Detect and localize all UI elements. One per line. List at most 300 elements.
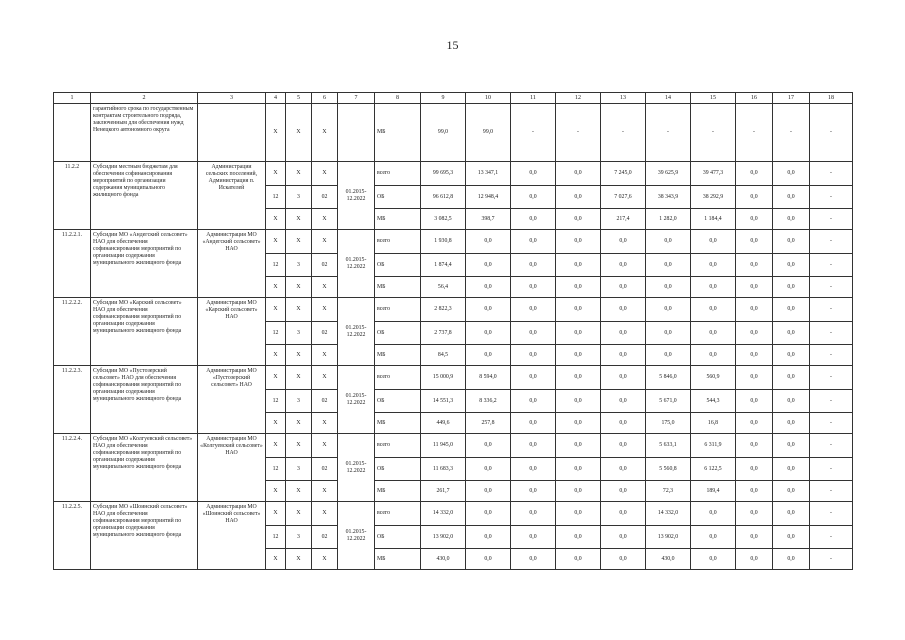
amount-cell: 0,0 <box>773 186 810 209</box>
amount-cell: 6 311,9 <box>691 434 736 458</box>
amount-cell: 1 874,4 <box>421 254 466 277</box>
col-header: 6 <box>312 93 338 104</box>
col-header: 7 <box>338 93 375 104</box>
amount-cell: 1 184,4 <box>691 209 736 230</box>
amount-cell: 0,0 <box>773 481 810 502</box>
amount-cell: 14 551,3 <box>421 390 466 413</box>
amount-cell: 0,0 <box>736 345 773 366</box>
amount-cell: 0,0 <box>736 277 773 298</box>
amount-cell: 0,0 <box>773 345 810 366</box>
amount-cell: 0,0 <box>736 549 773 570</box>
amount-cell: 1 282,0 <box>646 209 691 230</box>
amount-cell: 13 902,0 <box>646 526 691 549</box>
amount-cell: 0,0 <box>556 345 601 366</box>
budget-code: Х <box>312 502 338 526</box>
row-code: 11.2.2.4. <box>54 434 91 502</box>
amount-cell: - <box>810 322 853 345</box>
amount-cell: 0,0 <box>601 481 646 502</box>
period: 01.2015-12.2022 <box>338 230 375 298</box>
amount-cell: 0,0 <box>556 298 601 322</box>
event-name: Субсидии МО «Андегский сельсовет» НАО для обеспечения софинансирования мероприятий по организации содержания муниципального жилищного фонда <box>91 230 198 298</box>
budget-code: Х <box>266 366 286 390</box>
amount-cell: 0,0 <box>691 254 736 277</box>
group-row <box>54 230 853 254</box>
budget-code: 3 <box>286 526 312 549</box>
amount-cell: 0,0 <box>466 481 511 502</box>
amount-cell: 0,0 <box>736 413 773 434</box>
program-funding-table <box>53 92 853 570</box>
amount-cell: 0,0 <box>736 162 773 186</box>
amount-cell: 0,0 <box>646 254 691 277</box>
amount-cell: 0,0 <box>691 277 736 298</box>
continued-row <box>54 104 853 162</box>
budget-code: 02 <box>312 458 338 481</box>
amount-cell: 0,0 <box>511 186 556 209</box>
funding-source: всего <box>375 434 421 458</box>
amount-cell: 0,0 <box>601 230 646 254</box>
page-number: 15 <box>446 38 459 52</box>
amount-cell: 7 027,6 <box>601 186 646 209</box>
amount-cell: 0,0 <box>556 366 601 390</box>
amount-cell: 0,0 <box>556 390 601 413</box>
funding-source: ОБ <box>375 458 421 481</box>
period: 01.2015-12.2022 <box>338 434 375 502</box>
amount-cell: 0,0 <box>466 277 511 298</box>
amount-cell: 0,0 <box>736 254 773 277</box>
event-name: Субсидии местным бюджетам для обеспечения софинансирования мероприятий по организации содержания муниципального жилищного фонда <box>91 162 198 230</box>
col-header: 5 <box>286 93 312 104</box>
column-number-row <box>54 93 853 104</box>
col-header: 13 <box>601 93 646 104</box>
amount-cell: 0,0 <box>773 413 810 434</box>
amount-cell: 8 594,0 <box>466 366 511 390</box>
budget-code: 02 <box>312 254 338 277</box>
amount-cell: 0,0 <box>556 526 601 549</box>
amount-cell: 0,0 <box>556 413 601 434</box>
row-code: 11.2.2 <box>54 162 91 230</box>
amount-cell: 5 560,8 <box>646 458 691 481</box>
funding-source: МБ <box>375 104 421 162</box>
amount-cell: - <box>810 390 853 413</box>
amount-cell: 0,0 <box>773 209 810 230</box>
amount-cell: 0,0 <box>736 322 773 345</box>
amount-cell: 0,0 <box>601 277 646 298</box>
funding-source: МБ <box>375 345 421 366</box>
amount-cell: 0,0 <box>511 230 556 254</box>
executor: Администрация МО «Колгуевский сельсовет» НАО <box>198 434 266 502</box>
amount-cell: 39 625,9 <box>646 162 691 186</box>
amount-cell: 0,0 <box>511 277 556 298</box>
amount-cell: - <box>810 345 853 366</box>
amount-cell: 430,0 <box>421 549 466 570</box>
amount-cell: 15 000,9 <box>421 366 466 390</box>
amount-cell: 0,0 <box>773 366 810 390</box>
amount-cell: 0,0 <box>556 502 601 526</box>
amount-cell: 0,0 <box>736 209 773 230</box>
period-cell <box>338 104 375 162</box>
amount-cell: 0,0 <box>736 458 773 481</box>
budget-code: 3 <box>286 390 312 413</box>
amount-cell: 0,0 <box>691 322 736 345</box>
amount-cell: 0,0 <box>646 322 691 345</box>
budget-code: 3 <box>286 322 312 345</box>
amount-cell: - <box>810 209 853 230</box>
budget-code: Х <box>266 413 286 434</box>
amount-cell: 398,7 <box>466 209 511 230</box>
col-header: 18 <box>810 93 853 104</box>
amount-cell: 0,0 <box>556 277 601 298</box>
budget-code: Х <box>312 481 338 502</box>
amount-cell: 5 671,0 <box>646 390 691 413</box>
event-name: Субсидии МО «Шоинский сельсовет» НАО для обеспечения софинансирования мероприятий по организации содержания муниципального жилищного фонда <box>91 502 198 570</box>
amount-cell: 261,7 <box>421 481 466 502</box>
executor: Администрация МО «Карский сельсовет» НАО <box>198 298 266 366</box>
amount-cell: 84,5 <box>421 345 466 366</box>
amount-cell: 2 737,8 <box>421 322 466 345</box>
amount-cell: 0,0 <box>511 458 556 481</box>
group-row <box>54 298 853 322</box>
budget-code: Х <box>266 502 286 526</box>
budget-code: Х <box>312 162 338 186</box>
amount-cell: 0,0 <box>511 481 556 502</box>
amount-cell: 0,0 <box>601 502 646 526</box>
amount-cell: 11 683,3 <box>421 458 466 481</box>
amount-cell: 0,0 <box>556 481 601 502</box>
budget-code: Х <box>312 366 338 390</box>
budget-code: 02 <box>312 186 338 209</box>
budget-code: Х <box>266 104 286 162</box>
amount-cell: 38 292,9 <box>691 186 736 209</box>
period: 01.2015-12.2022 <box>338 366 375 434</box>
amount-cell: 0,0 <box>773 254 810 277</box>
amount-cell: 0,0 <box>601 549 646 570</box>
amount-cell: 217,4 <box>601 209 646 230</box>
amount-cell: 6 122,5 <box>691 458 736 481</box>
amount-cell: 0,0 <box>511 345 556 366</box>
budget-code: 12 <box>266 322 286 345</box>
amount-cell: 0,0 <box>691 230 736 254</box>
amount-cell: 0,0 <box>691 345 736 366</box>
budget-code: Х <box>312 209 338 230</box>
funding-source: МБ <box>375 413 421 434</box>
amount-cell: - <box>810 104 853 162</box>
col-header: 12 <box>556 93 601 104</box>
amount-cell: 39 477,3 <box>691 162 736 186</box>
amount-cell: - <box>511 104 556 162</box>
budget-code: 3 <box>286 458 312 481</box>
period: 01.2015-12.2022 <box>338 162 375 230</box>
amount-cell: - <box>773 104 810 162</box>
amount-cell: 0,0 <box>466 502 511 526</box>
event-name: Субсидии МО «Карский сельсовет» НАО для обеспечения софинансирования мероприятий по организации содержания муниципального жилищного фонда <box>91 298 198 366</box>
budget-code: 02 <box>312 390 338 413</box>
col-header: 17 <box>773 93 810 104</box>
budget-code: 3 <box>286 186 312 209</box>
amount-cell: 14 332,0 <box>646 502 691 526</box>
row-code-cell <box>54 104 91 162</box>
amount-cell: 0,0 <box>601 413 646 434</box>
amount-cell: 0,0 <box>511 502 556 526</box>
amount-cell: 8 336,2 <box>466 390 511 413</box>
col-header: 1 <box>54 93 91 104</box>
amount-cell: 0,0 <box>601 434 646 458</box>
amount-cell: - <box>810 526 853 549</box>
amount-cell: - <box>556 104 601 162</box>
group-row <box>54 366 853 390</box>
amount-cell: 0,0 <box>556 209 601 230</box>
amount-cell: 0,0 <box>736 481 773 502</box>
amount-cell: 11 945,0 <box>421 434 466 458</box>
amount-cell: 0,0 <box>556 322 601 345</box>
period: 01.2015-12.2022 <box>338 502 375 570</box>
amount-cell: 0,0 <box>736 390 773 413</box>
amount-cell: - <box>810 254 853 277</box>
amount-cell: 0,0 <box>466 434 511 458</box>
amount-cell: 0,0 <box>773 458 810 481</box>
col-header: 10 <box>466 93 511 104</box>
executor: Администрация МО «Андегский сельсовет» НАО <box>198 230 266 298</box>
amount-cell: - <box>810 366 853 390</box>
amount-cell: 99 695,3 <box>421 162 466 186</box>
amount-cell: - <box>810 298 853 322</box>
amount-cell: 0,0 <box>466 345 511 366</box>
amount-cell: 13 902,0 <box>421 526 466 549</box>
event-name: Субсидии МО «Пустозерский сельсовет» НАО для обеспечения софинансирования мероприятий по организации содержания муниципального жилищного фонда <box>91 366 198 434</box>
budget-code: Х <box>286 502 312 526</box>
amount-cell: - <box>646 104 691 162</box>
event-name: Субсидии МО «Колгуевский сельсовет» НАО для обеспечения софинансирования мероприятий по организации содержания муниципального жилищного фонда <box>91 434 198 502</box>
amount-cell: 0,0 <box>736 526 773 549</box>
amount-cell: 0,0 <box>646 277 691 298</box>
amount-cell: - <box>810 162 853 186</box>
amount-cell: 0,0 <box>601 366 646 390</box>
amount-cell: 5 846,0 <box>646 366 691 390</box>
amount-cell: 0,0 <box>511 413 556 434</box>
col-header: 2 <box>91 93 198 104</box>
amount-cell: 7 245,0 <box>601 162 646 186</box>
budget-code: Х <box>312 345 338 366</box>
row-code: 11.2.2.2. <box>54 298 91 366</box>
amount-cell: 544,3 <box>691 390 736 413</box>
amount-cell: 0,0 <box>556 458 601 481</box>
amount-cell: 0,0 <box>556 549 601 570</box>
funding-source: МБ <box>375 209 421 230</box>
amount-cell: 0,0 <box>511 390 556 413</box>
budget-code: 12 <box>266 186 286 209</box>
budget-code: Х <box>286 481 312 502</box>
budget-code: Х <box>312 434 338 458</box>
amount-cell: - <box>810 549 853 570</box>
col-header: 14 <box>646 93 691 104</box>
amount-cell: 0,0 <box>556 230 601 254</box>
col-header: 3 <box>198 93 266 104</box>
amount-cell: 0,0 <box>691 526 736 549</box>
amount-cell: 0,0 <box>511 209 556 230</box>
funding-source: всего <box>375 298 421 322</box>
budget-code: Х <box>286 277 312 298</box>
amount-cell: 0,0 <box>736 366 773 390</box>
funding-source: ОБ <box>375 390 421 413</box>
funding-source: всего <box>375 502 421 526</box>
amount-cell: 0,0 <box>601 298 646 322</box>
budget-code: Х <box>312 104 338 162</box>
amount-cell: 0,0 <box>601 526 646 549</box>
amount-cell: 0,0 <box>646 230 691 254</box>
funding-source: ОБ <box>375 186 421 209</box>
budget-code: Х <box>312 413 338 434</box>
funding-source: ОБ <box>375 526 421 549</box>
amount-cell: 14 332,0 <box>421 502 466 526</box>
group-row <box>54 502 853 526</box>
amount-cell: 99,0 <box>466 104 511 162</box>
amount-cell: 3 082,5 <box>421 209 466 230</box>
amount-cell: 16,8 <box>691 413 736 434</box>
amount-cell: 0,0 <box>511 254 556 277</box>
budget-code: Х <box>312 549 338 570</box>
amount-cell: 0,0 <box>691 502 736 526</box>
budget-code: 3 <box>286 254 312 277</box>
funding-source: ОБ <box>375 322 421 345</box>
group-row <box>54 434 853 458</box>
budget-code: Х <box>312 230 338 254</box>
amount-cell: - <box>810 230 853 254</box>
budget-code: Х <box>266 481 286 502</box>
amount-cell: 0,0 <box>773 526 810 549</box>
budget-code: Х <box>286 434 312 458</box>
amount-cell: 0,0 <box>511 298 556 322</box>
amount-cell: 0,0 <box>466 322 511 345</box>
amount-cell: - <box>736 104 773 162</box>
amount-cell: 0,0 <box>466 230 511 254</box>
budget-code: Х <box>266 434 286 458</box>
amount-cell: 449,6 <box>421 413 466 434</box>
col-header: 4 <box>266 93 286 104</box>
col-header: 11 <box>511 93 556 104</box>
amount-cell: 0,0 <box>773 390 810 413</box>
amount-cell: 0,0 <box>466 298 511 322</box>
amount-cell: 0,0 <box>736 434 773 458</box>
budget-code: Х <box>286 230 312 254</box>
amount-cell: 38 343,9 <box>646 186 691 209</box>
amount-cell: 0,0 <box>773 162 810 186</box>
amount-cell: 56,4 <box>421 277 466 298</box>
amount-cell: 0,0 <box>556 254 601 277</box>
amount-cell: 0,0 <box>511 549 556 570</box>
funding-source: всего <box>375 230 421 254</box>
amount-cell: 175,0 <box>646 413 691 434</box>
amount-cell: 2 822,3 <box>421 298 466 322</box>
funding-source: всего <box>375 162 421 186</box>
amount-cell: 0,0 <box>556 162 601 186</box>
amount-cell: 0,0 <box>646 345 691 366</box>
amount-cell: 99,0 <box>421 104 466 162</box>
funding-source: всего <box>375 366 421 390</box>
budget-code: Х <box>286 366 312 390</box>
budget-code: Х <box>286 413 312 434</box>
amount-cell: - <box>810 502 853 526</box>
amount-cell: 0,0 <box>601 345 646 366</box>
budget-code: Х <box>312 277 338 298</box>
amount-cell: 0,0 <box>773 502 810 526</box>
amount-cell: 0,0 <box>511 162 556 186</box>
amount-cell: - <box>810 413 853 434</box>
executor-cell <box>198 104 266 162</box>
budget-code: 12 <box>266 390 286 413</box>
budget-code: Х <box>266 162 286 186</box>
funding-source: ОБ <box>375 254 421 277</box>
budget-code: 12 <box>266 254 286 277</box>
budget-code: 12 <box>266 458 286 481</box>
executor: Администрации сельских поселений, Администрация п. Искателей <box>198 162 266 230</box>
amount-cell: 0,0 <box>736 502 773 526</box>
col-header: 15 <box>691 93 736 104</box>
amount-cell: - <box>601 104 646 162</box>
amount-cell: 0,0 <box>773 298 810 322</box>
budget-code: Х <box>266 209 286 230</box>
amount-cell: 430,0 <box>646 549 691 570</box>
budget-code: Х <box>266 549 286 570</box>
amount-cell: 0,0 <box>773 277 810 298</box>
amount-cell: 96 612,8 <box>421 186 466 209</box>
amount-cell: 0,0 <box>773 322 810 345</box>
funding-source: МБ <box>375 277 421 298</box>
amount-cell: 0,0 <box>511 434 556 458</box>
amount-cell: - <box>810 434 853 458</box>
group-row <box>54 162 853 186</box>
col-header: 9 <box>421 93 466 104</box>
funding-source: МБ <box>375 549 421 570</box>
amount-cell: 0,0 <box>691 298 736 322</box>
amount-cell: 0,0 <box>466 526 511 549</box>
budget-code: Х <box>266 298 286 322</box>
amount-cell: 13 347,1 <box>466 162 511 186</box>
event-name: гарантийного срока по государственным контрактам строительного подряда, заключенным для обеспечения нужд Ненецкого автономного округа <box>91 104 198 162</box>
budget-code: Х <box>286 209 312 230</box>
budget-code: Х <box>286 104 312 162</box>
budget-code: Х <box>286 298 312 322</box>
amount-cell: 0,0 <box>773 230 810 254</box>
amount-cell: 0,0 <box>601 322 646 345</box>
amount-cell: 0,0 <box>601 458 646 481</box>
budget-code: 02 <box>312 322 338 345</box>
amount-cell: 560,9 <box>691 366 736 390</box>
amount-cell: 0,0 <box>773 434 810 458</box>
amount-cell: - <box>810 481 853 502</box>
amount-cell: 12 948,4 <box>466 186 511 209</box>
executor: Администрация МО «Шоинский сельсовет» НАО <box>198 502 266 570</box>
budget-code: 02 <box>312 526 338 549</box>
amount-cell: 0,0 <box>736 186 773 209</box>
funding-source: МБ <box>375 481 421 502</box>
executor: Администрация МО «Пустозерский сельсовет» НАО <box>198 366 266 434</box>
col-header: 16 <box>736 93 773 104</box>
amount-cell: - <box>810 277 853 298</box>
row-code: 11.2.2.5. <box>54 502 91 570</box>
amount-cell: 0,0 <box>511 322 556 345</box>
amount-cell: 0,0 <box>556 186 601 209</box>
amount-cell: 1 930,8 <box>421 230 466 254</box>
amount-cell: 0,0 <box>511 526 556 549</box>
amount-cell: 0,0 <box>466 254 511 277</box>
amount-cell: 0,0 <box>601 390 646 413</box>
amount-cell: 0,0 <box>466 549 511 570</box>
amount-cell: 0,0 <box>736 230 773 254</box>
budget-code: Х <box>266 230 286 254</box>
amount-cell: - <box>810 458 853 481</box>
amount-cell: 0,0 <box>691 549 736 570</box>
amount-cell: 0,0 <box>601 254 646 277</box>
amount-cell: 0,0 <box>736 298 773 322</box>
